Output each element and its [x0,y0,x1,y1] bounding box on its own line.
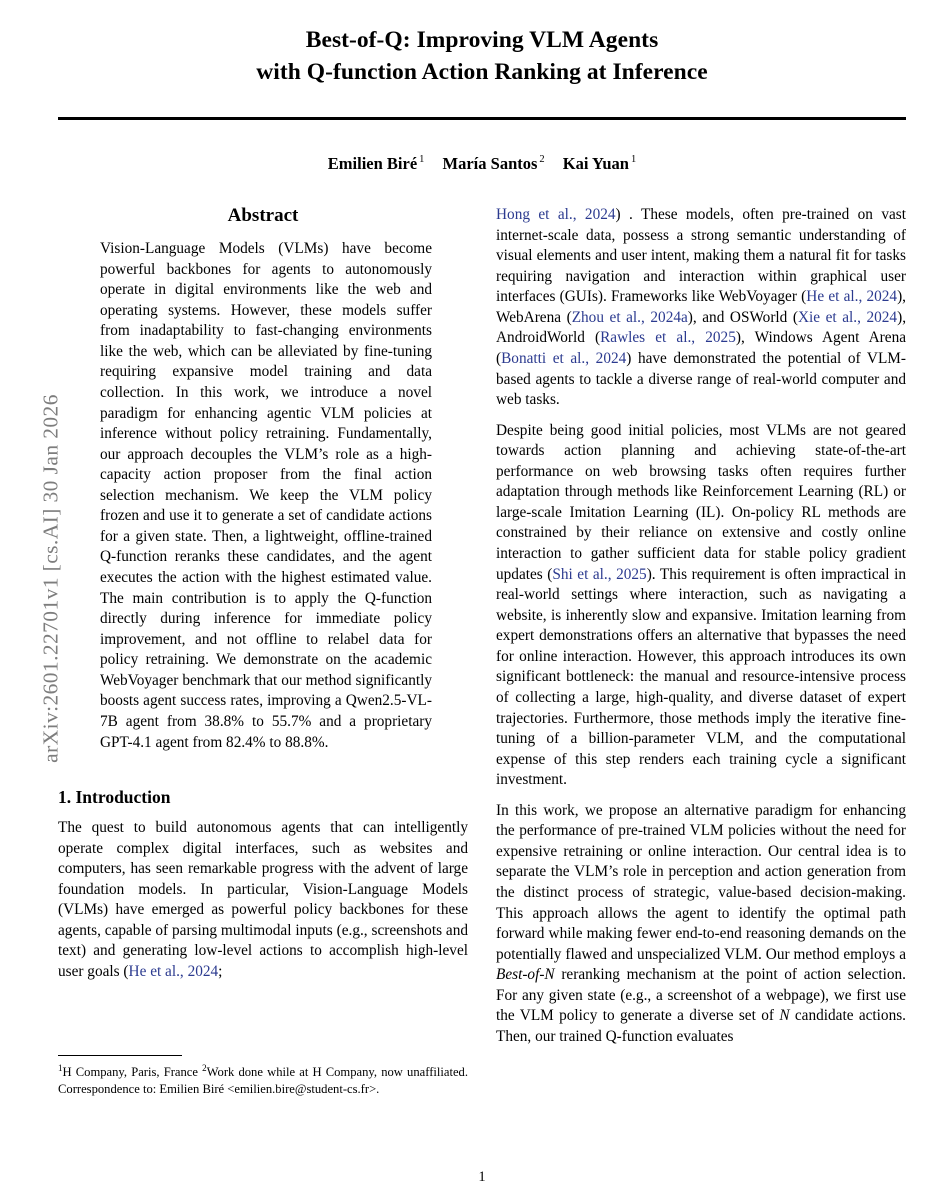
intro-p1-text-6: ), Windows Agent Arena ( [496,329,907,367]
title-divider [58,117,906,120]
citation-xie-2024[interactable]: Xie et al., 2024 [797,308,898,326]
author-name: Emilien Biré [327,153,418,173]
author-2 [563,154,636,173]
citation-hong-2024[interactable]: Hong et al., 2024 [496,206,616,223]
citation-zhou-2024a[interactable]: Zhou et al., 2024a [571,308,688,326]
intro-paragraph-1 [58,818,468,983]
author-affiliation-marker: 1 [419,154,425,166]
page-title [58,24,906,89]
intro-p3-emphasis-best-of-n: Best-of-N [496,966,555,984]
footnote-text-1: H Company, Paris, France [62,1065,203,1080]
intro-p3-text-2: reranking mechanism at the point of action selection. For any given state (e.g., a screenshot of a webpage), we first use the VLM policy to generate a diverse set of [496,966,906,1025]
footnote-block [58,1055,468,1099]
intro-p1-text-5: ), AndroidWorld ( [496,308,907,347]
intro-p1-sep: ; [218,963,223,980]
intro-paragraph-3 [496,801,906,1048]
left-column [58,205,468,1058]
arxiv-stamp: arXiv:2601.22701v1 [cs.AI] 30 Jan 2026 [38,394,63,763]
author-0 [328,154,425,173]
citation-shi-2025[interactable]: Shi et al., 2025 [552,565,647,583]
paper-title-line-2: with Q-function Action Ranking at Inference [256,59,708,86]
citation-bonatti-2024[interactable]: Bonatti et al., 2024 [501,349,627,367]
author-list [58,154,906,174]
intro-paragraph-2 [496,421,906,791]
footnote-divider [58,1055,182,1056]
intro-p1-text-2: ) . These models, often pre-trained on vast internet-scale data, possess a strong semantic understanding of visual elements and user intent, making them a natural fit for tasks requiring navigation and interaction within graphical user interfaces (GUIs). Frameworks like WebVoyager ( [496,206,906,306]
author-affiliation-marker: 1 [630,154,637,166]
citation-he-2024-b[interactable]: He et al., 2024 [806,288,898,306]
right-column [496,205,906,1058]
intro-p2-text-1: Despite being good initial policies, most VLMs are not geared towards action planning and achieving state-of-the-art performance on web browsing tasks often requires further adaptation through methods like Reinforcement Learning (RL) or large-scale Imitation Learning (IL). On-policy RL methods are constrained by their reliance on extensive and costly online interaction to gather sufficient data for stable policy gradient updates ( [496,421,906,583]
page-number: 1 [478,1169,486,1185]
intro-p1-text-3: ), WebArena ( [496,288,906,326]
footnote-marker-2: 2 [202,1063,207,1073]
author-affiliation-marker: 2 [539,154,545,166]
author-name: Kai Yuan [562,153,629,173]
paper-title-line-1: Best-of-Q: Improving VLM Agents [305,27,659,53]
author-name: María Santos [442,153,538,173]
intro-p3-text-1: In this work, we propose an alternative paradigm for enhancing the performance of pre-trained VLM policies without the need for expensive retraining or online interaction. Our central idea is to separate the VLM’s role in perception and action generation from the distinct process of strategic, value-based decision-making. This approach allows the agent to identify the optimal path forward while making fewer end-to-end reasoning demands on the potentially flawed and unspecialized VLM. Our method employs a [496,801,906,963]
footnote-marker-1: 1 [58,1063,63,1073]
intro-p2-text-2: ). This requirement is often impractical in real-world settings where interaction, such as navigating a website, is inherently slow and expansive. Imitation learning from expert demonstrations offers an alternative that bypasses the need for online interaction. However, this approach introduces its own significant bottleneck: the manual and resource-intensive process of collecting a large, high-quality, and diverse dataset of expert trajectories. Furthermore, those methods imply the iterative fine-tuning of a billion-parameter VLM, and the computational expense of this step renders each training cycle a significant investment. [496,565,906,789]
intro-p1-text-1: The quest to build autonomous agents that can intelligently operate complex digital interfaces, such as websites and computers, has seen remarkable progress with the advent of large foundation models. In particular, Vision-Language Models (VLMs) have emerged as powerful policy backbones for these agents, capable of parsing multimodal inputs (e.g., screenshots and text) and generating low-level actions to accomplish high-level user goals ( [58,819,468,980]
two-column-body [58,205,906,1058]
intro-p1-text-7: ) have demonstrated the potential of VLM-based agents to tackle a diverse range of real-world computer and web tasks. [496,349,906,409]
paper-page [58,0,906,1200]
intro-p3-emphasis-n: N [779,1007,790,1025]
intro-paragraph-1-continued [496,205,906,411]
intro-p3-text-3: candidate actions. Then, our trained Q-function evaluates [496,1007,906,1045]
abstract-section [58,205,468,753]
citation-rawles-2025[interactable]: Rawles et al., 2025 [600,329,736,347]
citation-he-2024-a[interactable]: He et al., 2024 [128,963,219,980]
author-1 [443,154,545,173]
footnote-text [58,1062,468,1099]
section-heading-introduction: 1. Introduction [58,787,171,808]
intro-p1-text-4: ), and OSWorld ( [687,308,798,326]
abstract-heading: Abstract [227,205,299,226]
abstract-body: Vision-Language Models (VLMs) have become powerful backbones for agents to autonomously operate in digital environments like the web and operating systems. However, these models suffer from inadaptability to fast-changing environments like the web, which can be alleviated by fine-tuning requiring expansive model training and data collection. In this work, we introduce a novel paradigm for enhancing agentic VLM policies at inference without policy retraining. Fundamentally, our approach decouples the VLM’s role as a high-capacity action proposer from the final action selection mechanism. We keep the VLM policy frozen and use it to generate a set of candidate actions for a given state. Then, a lightweight, offline-trained Q-function reranks these candidates, and the agent executes the action with the highest estimated value. The main contribution is to apply the Q-function directly during inference for immediate policy improvement, and not offline to relabel data for policy retraining. We demonstrate on the academic WebVoyager benchmark that our method significantly boosts agent success rates, improving a Qwen2.5-VL-7B agent from 38.8% to 55.7% and a proprietary GPT-4.1 agent from 82.4% to 88.8%. [100,240,432,751]
title-block [58,0,906,174]
footnote-text-2: Work done while at H Company, now unaffiliated. Correspondence to: Emilien Biré <emilien.bire@student-cs.fr>. [58,1065,469,1097]
